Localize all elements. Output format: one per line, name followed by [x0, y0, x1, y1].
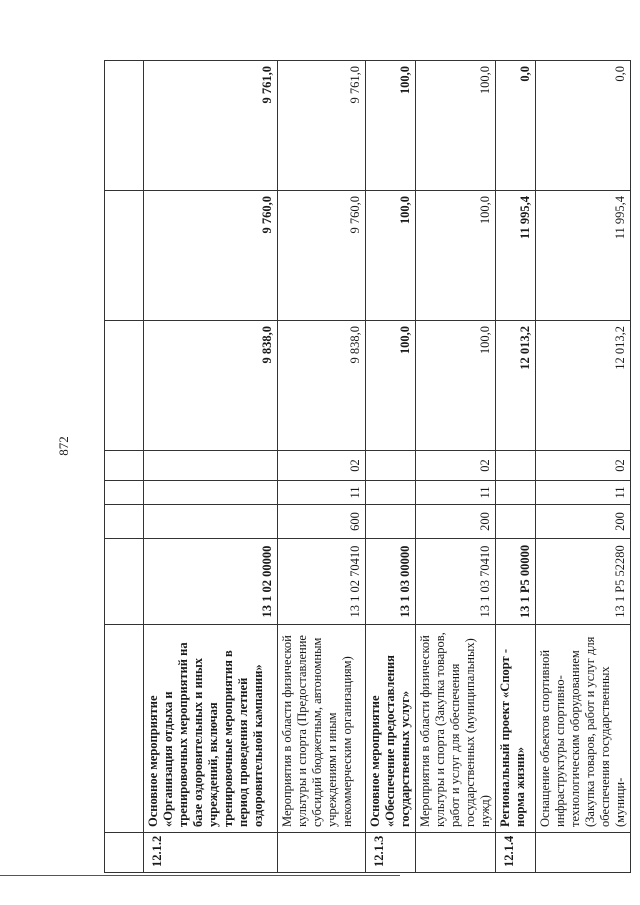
- table-row: [496, 61, 536, 873]
- amount-year-3: 100,0: [416, 61, 496, 191]
- spacer-cell: [105, 833, 144, 873]
- row-name: Основное мероприятие «Организация отдыха и тренировочных мероприятий на базе оздоровительных и иных учреждений, включая тренировочные мероприятия в период проведения летней оздоровительной кампании»: [144, 625, 278, 833]
- amount-year-2: 11 995,4: [496, 191, 536, 321]
- target-article-code: 13 1 P5 52280: [536, 539, 631, 625]
- subsection: 02: [278, 451, 366, 481]
- row-name: Мероприятия в области физической культуры и спорта (Предоставление субсидий бюджетным, автономным учреждениям и иным некоммерческим организациям): [278, 625, 366, 833]
- spacer-cell: [105, 481, 144, 505]
- section: 11: [536, 481, 631, 505]
- amount-year-1: 100,0: [416, 321, 496, 451]
- spacer-cell: [105, 321, 144, 451]
- row-number: [416, 833, 496, 873]
- row-name: Основное мероприятие «Обеспечение предоставления государственных услуг»: [366, 625, 416, 833]
- amount-year-2: 100,0: [416, 191, 496, 321]
- table-row: [366, 61, 416, 873]
- target-article-code: 13 1 03 00000: [366, 539, 416, 625]
- row-number: [278, 833, 366, 873]
- expense-group: 200: [536, 505, 631, 539]
- amount-year-3: 0,0: [536, 61, 631, 191]
- amount-year-1: 9 838,0: [144, 321, 278, 451]
- amount-year-1: 100,0: [366, 321, 416, 451]
- subsection: 02: [536, 451, 631, 481]
- amount-year-1: 12 013,2: [496, 321, 536, 451]
- expense-group: [496, 505, 536, 539]
- table-header-spacer-row: [105, 61, 144, 873]
- subsection: [144, 451, 278, 481]
- rotated-table-frame: [104, 61, 627, 873]
- amount-year-2: 11 995,4: [536, 191, 631, 321]
- row-name: Региональный проект «Спорт - норма жизни»: [496, 625, 536, 833]
- row-number: 12.1.4: [496, 833, 536, 873]
- section: 11: [416, 481, 496, 505]
- subsection: [496, 451, 536, 481]
- footer-rule: [0, 875, 400, 876]
- table-row: [416, 61, 496, 873]
- amount-year-3: 9 761,0: [144, 61, 278, 191]
- spacer-cell: [105, 625, 144, 833]
- spacer-cell: [105, 451, 144, 481]
- table-row: [536, 61, 631, 873]
- amount-year-1: 9 838,0: [278, 321, 366, 451]
- section: [144, 481, 278, 505]
- target-article-code: 13 1 03 70410: [416, 539, 496, 625]
- target-article-code: 13 1 02 00000: [144, 539, 278, 625]
- budget-table: [104, 60, 631, 873]
- row-number: [536, 833, 631, 873]
- spacer-cell: [105, 505, 144, 539]
- subsection: [366, 451, 416, 481]
- amount-year-3: 0,0: [496, 61, 536, 191]
- target-article-code: 13 1 P5 00000: [496, 539, 536, 625]
- expense-group: 200: [416, 505, 496, 539]
- expense-group: [144, 505, 278, 539]
- subsection: 02: [416, 451, 496, 481]
- row-number: 12.1.3: [366, 833, 416, 873]
- spacer-cell: [105, 539, 144, 625]
- expense-group: 600: [278, 505, 366, 539]
- section: [496, 481, 536, 505]
- page-number: 872: [56, 436, 71, 456]
- target-article-code: 13 1 02 70410: [278, 539, 366, 625]
- expense-group: [366, 505, 416, 539]
- amount-year-1: 12 013,2: [536, 321, 631, 451]
- row-name: Оснащение объектов спортивной инфраструктуры спортивно-технологическим оборудованием (Закупка товаров, работ и услуг для обеспечения государственных (муници-: [536, 625, 631, 833]
- amount-year-3: 9 761,0: [278, 61, 366, 191]
- section: 11: [278, 481, 366, 505]
- amount-year-3: 100,0: [366, 61, 416, 191]
- table-row: [144, 61, 278, 873]
- section: [366, 481, 416, 505]
- amount-year-2: 100,0: [366, 191, 416, 321]
- amount-year-2: 9 760,0: [144, 191, 278, 321]
- spacer-cell: [105, 191, 144, 321]
- row-name: Мероприятия в области физической культуры и спорта (Закупка товаров, работ и услуг для обеспечения государственных (муниципальных) нужд): [416, 625, 496, 833]
- amount-year-2: 9 760,0: [278, 191, 366, 321]
- row-number: 12.1.2: [144, 833, 278, 873]
- table-row: [278, 61, 366, 873]
- spacer-cell: [105, 61, 144, 191]
